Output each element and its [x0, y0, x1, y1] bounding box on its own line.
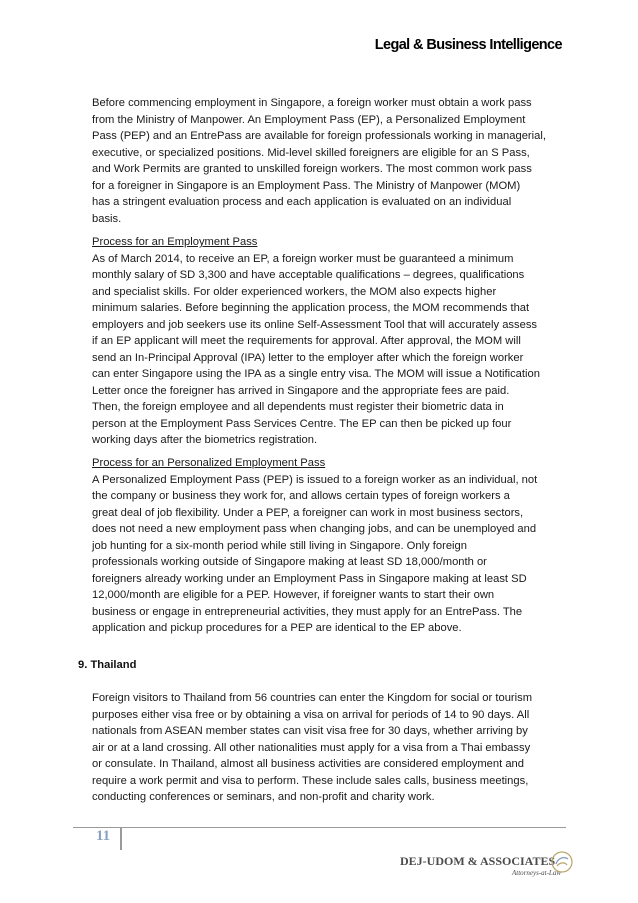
- firm-name: DEJ-UDOM & ASSOCIATES: [400, 854, 556, 868]
- text-line: working days after the biometrics registration.: [92, 434, 318, 446]
- text-line: As of March 2014, to receive an EP, a foreign worker must be guaranteed a minimum: [92, 252, 514, 265]
- text-line: the company or business they work for, and allows certain types of foreign workers a: [92, 490, 510, 502]
- pep-section: [92, 455, 572, 637]
- text-line: has a stringent evaluation process and each application is evaluated on an individual: [92, 196, 512, 208]
- text-line: or consulate. In Thailand, almost all business activities are considered employment and: [92, 758, 524, 770]
- thailand-paragraph: [92, 690, 572, 806]
- firm-emblem-icon: [550, 850, 574, 874]
- text-line: nationals from ASEAN member states can visit visa free for 30 days, whether arriving by: [92, 725, 528, 737]
- ep-section: [92, 234, 572, 449]
- text-line: and Work Permits are granted to unskilled foreign workers. The most common work pass: [92, 163, 532, 175]
- ep-heading: Process for an Employment Pass: [92, 236, 258, 248]
- text-line: executive, or specialized positions. Mid-level skilled foreigners are eligible for an S Pass,: [92, 146, 530, 159]
- text-line: person at the Employment Pass Services Centre. The EP can then be picked up four: [92, 417, 512, 430]
- text-line: 12,000/month are eligible for a PEP. However, if foreigner wants to start their own: [92, 589, 495, 601]
- text-line: minimum salaries. Before beginning the application process, the MOM recommends that: [92, 302, 530, 314]
- text-line: does not need a new employment pass when changing jobs, and can be unemployed and: [92, 523, 537, 535]
- text-line: conducting conferences or seminars, and non-profit and charity work.: [92, 791, 435, 803]
- text-line: air or at a land crossing. All other nationalities must apply for a visa from a Thai embassy: [92, 741, 531, 754]
- text-line: application and pickup procedures for a PEP are identical to the EP above.: [92, 622, 462, 634]
- header-title: Legal & Business Intelligence: [374, 37, 562, 53]
- text-line: employers and job seekers use its online Self-Assessment Tool that will accurately assess: [92, 318, 538, 331]
- text-line: and specialist skills. For older experienced workers, the MOM also expects higher: [92, 285, 497, 298]
- text-line: business or engage in entrepreneurial activities, they must apply for an EntrePass. The: [92, 605, 523, 618]
- pep-heading: Process for an Personalized Employment Pass: [92, 457, 326, 469]
- page-number: 11: [96, 828, 111, 844]
- footer-rule: [73, 827, 566, 828]
- firm-tagline: Attorneys-at-Law: [512, 869, 561, 877]
- text-line: Then, the foreign employee and all dependents must register their biometric data in: [92, 401, 504, 413]
- firm-logo: [400, 848, 575, 882]
- text-line: basis.: [92, 212, 122, 225]
- text-line: can enter Singapore using the IPA as a single entry visa. The MOM will issue a Notification: [92, 368, 540, 380]
- text-line: from the Ministry of Manpower. An Employment Pass (EP), a Personalized Employment: [92, 113, 526, 126]
- text-line: Foreign visitors to Thailand from 56 countries can enter the Kingdom for social or tourism: [92, 692, 533, 704]
- thailand-heading: 9. Thailand: [78, 659, 137, 671]
- text-line: Pass (PEP) and an EntrePass are available for foreign professionals working in managerial,: [92, 130, 546, 142]
- text-line: Letter once the foreigner has arrived in Singapore and the appropriate fees are paid.: [92, 384, 510, 397]
- intro-paragraph: [92, 95, 572, 227]
- text-line: Before commencing employment in Singapore, a foreign worker must obtain a work pass: [92, 97, 532, 109]
- text-line: for a foreigner in Singapore is an Employment Pass. The Ministry of Manpower (MOM): [92, 179, 521, 192]
- text-line: great deal of job flexibility. Under a PEP, a foreigner can work in most business sectors,: [92, 506, 524, 519]
- text-line: require a work permit and visa to perform. These include sales calls, business meetings,: [92, 774, 529, 787]
- text-line: monthly salary of SD 3,300 and have acceptable qualifications – degrees, qualifications: [92, 269, 525, 281]
- footer-divider: [120, 827, 122, 850]
- text-line: job hunting for a six-month period while still living in Singapore. Only foreign: [92, 539, 467, 552]
- text-line: foreigners already working under an Employment Pass in Singapore making at least SD: [92, 572, 527, 585]
- text-line: if an EP applicant will meet the requirements for approval. After approval, the MOM will: [92, 335, 521, 347]
- text-line: professionals working outside of Singapore making at least SD 18,000/month or: [92, 556, 487, 568]
- text-line: A Personalized Employment Pass (PEP) is issued to a foreign worker as an individual, not: [92, 473, 538, 486]
- text-line: purposes either visa free or by obtaining a visa on arrival for periods of 14 to 90 days. All: [92, 708, 530, 721]
- text-line: send an In-Principal Approval (IPA) letter to the employer after which the foreign worker: [92, 351, 524, 364]
